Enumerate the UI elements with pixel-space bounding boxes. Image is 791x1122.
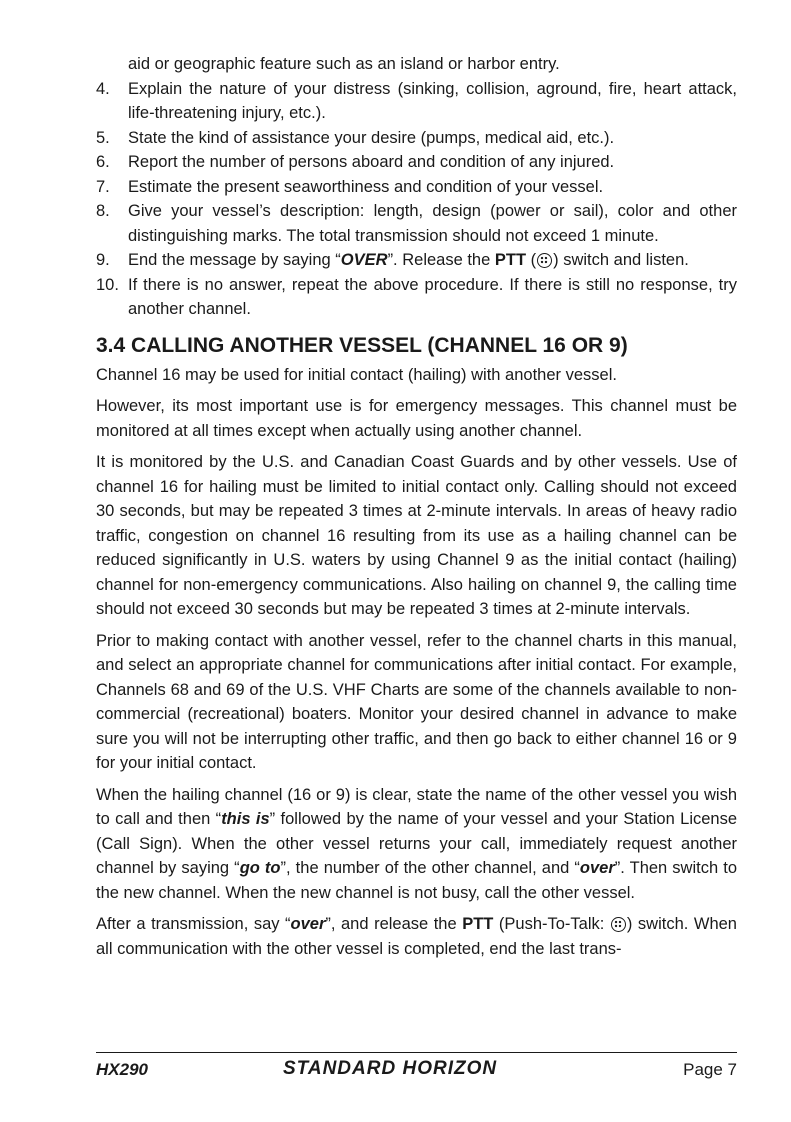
emphasis-ptt: PTT [494,251,527,269]
emphasis-go-to: go to [239,859,281,877]
paragraph [96,912,737,961]
list-text: Give your vessel’s description: length, design (power or sail), color and other distinguishing marks. The total transmission should not exceed 1 minute. [128,202,737,245]
footer-model: HX290 [96,1060,148,1079]
list-text: If there is no answer, repeat the above procedure. If there is still no response, try another channel. [128,275,737,318]
list-item [96,150,737,175]
list-number: 8. [96,202,110,220]
emphasis-over: over [579,859,615,877]
distress-steps-list [96,52,737,322]
emphasis-ptt: PTT [462,915,494,933]
list-item [96,273,737,322]
list-text: Explain the nature of your distress (sinking, collision, aground, fire, heart attack, life-threatening injury, etc.). [128,79,737,122]
footer-brand-logo: STANDARD HORIZON [283,1058,498,1079]
list-item [96,248,737,273]
list-item [96,199,737,248]
list-item [96,52,737,77]
emphasis-this-is: this is [221,810,270,828]
paragraph-text: When the hailing channel (16 or 9) is clear, state the name of the other vessel you wish to call and then “ [96,785,737,828]
paragraph-text: (Push-To-Talk: [493,915,610,933]
paragraph-text: After a transmission, say “ [96,915,291,933]
list-number: 5. [96,128,110,147]
paragraph: Channel 16 may be used for initial contact (hailing) with another vessel. [96,365,617,384]
list-text: End the message by saying “ [128,251,341,269]
list-item [96,77,737,126]
ptt-dial-icon [611,917,626,932]
section-title-channels: (CHANNEL 16 OR 9) [427,333,628,357]
paragraph-text: ) switch. When all communication with the other vessel is completed, end the last trans- [96,915,737,958]
list-text: Estimate the present seaworthiness and condition of your vessel. [128,177,604,196]
paragraph-text: ”. Then switch to the new channel. When the new channel is not busy, call the other vessel. [96,859,738,902]
emphasis-over: over [290,915,326,933]
list-text: ) switch and listen. [553,251,689,269]
paragraph [96,783,737,906]
footer-divider [96,1052,737,1053]
paragraph-text: ”, the number of the other channel, and “ [280,859,580,877]
page-footer [96,1058,737,1084]
page-body [96,52,737,968]
section-title: 3.4 CALLING ANOTHER VESSEL [96,333,428,357]
list-number: 6. [96,153,110,171]
list-text: ( [526,251,537,269]
list-number: 10. [96,275,119,294]
paragraph: It is monitored by the U.S. and Canadian Coast Guards and by other vessels. Use of channel 16 for hailing must be limited to initial contact only. Calling should not exceed 30 seconds, but may be repeated 3 times at 2-minute intervals. In areas of heavy radio traffic, congestion on channel 16 resulting from its use as a hailing channel can be reduced significantly in U.S. waters by using Channel 9 as the initial contact (hailing) channel for non-emergency communications. Also hailing on channel 9, the calling time should not exceed 30 seconds but may be repeated 3 times at 2-minute intervals. [96,453,737,618]
list-item [96,175,737,200]
ptt-dial-icon [537,253,552,268]
paragraph: Prior to making contact with another vessel, refer to the channel charts in this manual, and select an appropriate channel for communications after initial contact. For example, Channels 68 and 69 of the U.S. VHF Charts are some of the channels available to non-commercial (recreational) boaters. Monitor your desired channel in advance to make sure you will not be interrupting other traffic, and then go back to either channel 16 or 9 for your initial contact. [96,631,737,772]
emphasis-over: OVER [340,251,388,269]
list-number: 4. [96,79,110,98]
paragraph: However, its most important use is for emergency messages. This channel must be monitored at all times except when actually using another channel. [96,397,737,440]
paragraph-text: ” followed by the name of your vessel and your Station License (Call Sign). When the other vessel returns your call, immediately request another channel by saying “ [96,810,738,877]
section-heading [96,331,737,361]
list-number: 9. [96,251,110,269]
page-number: Page 7 [683,1060,737,1079]
list-text: Report the number of persons aboard and condition of any injured. [128,153,615,171]
list-text: State the kind of assistance your desire (pumps, medical aid, etc.). [128,128,615,147]
list-text: ”. Release the [387,251,495,269]
list-item [96,126,737,151]
list-number: 7. [96,177,110,196]
list-text: aid or geographic feature such as an island or harbor entry. [128,55,560,73]
paragraph-text: ”, and release the [325,915,463,933]
